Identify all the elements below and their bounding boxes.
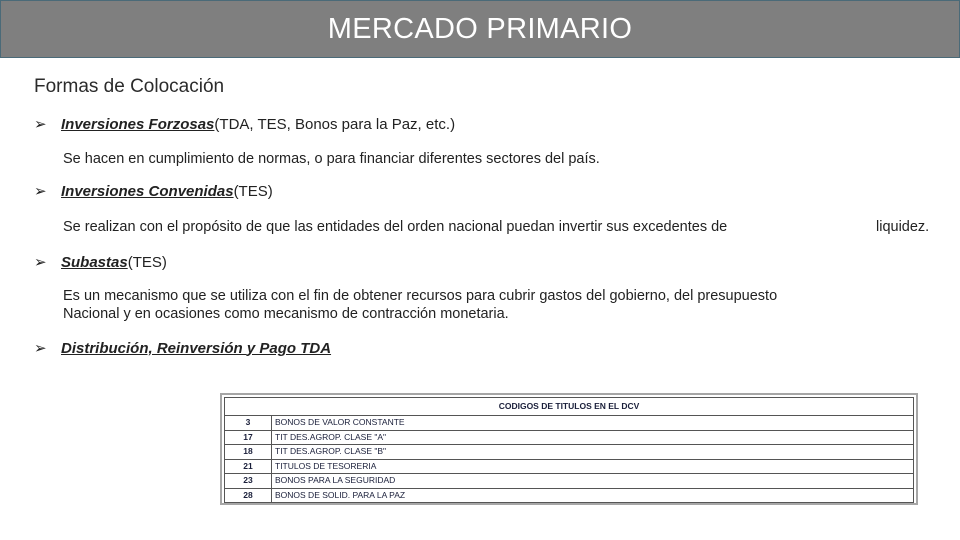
bullet-description-tail: liquidez. [876,219,930,235]
bullet-emphasis: Distribución, Reinversión y Pago TDA [61,339,332,357]
bullet-item-distribucion [34,339,331,357]
table-row [225,416,914,431]
table-row [225,474,914,489]
bullet-emphasis: Inversiones Forzosas [61,115,215,133]
dcv-codes-table [224,397,914,503]
table-cell-name: TIT DES.AGROP. CLASE "B" [272,445,914,460]
table-row [225,488,914,503]
bullet-rest: (TES) [127,253,167,271]
bullet-description: Es un mecanismo que se utiliza con el fin de obtener recursos para cubrir gastos del gobierno, del presupuesto [63,288,778,304]
table-cell-name: BONOS DE VALOR CONSTANTE [272,416,914,431]
bullet-description: Se hacen en cumplimiento de normas, o para financiar diferentes sectores del país. [63,151,600,167]
arrow-bullet-icon: ➢ [34,183,47,200]
table-cell-name: TIT DES.AGROP. CLASE "A" [272,430,914,445]
table-row [225,459,914,474]
table-row [225,430,914,445]
table-header: CODIGOS DE TITULOS EN EL DCV [225,398,914,416]
table-cell-code: 28 [225,488,272,503]
table-cell-code: 23 [225,474,272,489]
dcv-codes-table-frame [220,393,918,505]
bullet-rest: (TES) [233,182,273,200]
table-cell-name: TITULOS DE TESORERIA [272,459,914,474]
table-cell-code: 21 [225,459,272,474]
arrow-bullet-icon: ➢ [34,340,47,357]
title-bar [0,0,960,58]
bullet-item-convenidas [34,182,273,200]
section-subtitle: Formas de Colocación [34,76,225,97]
table-cell-name: BONOS DE SOLID. PARA LA PAZ [272,488,914,503]
bullet-emphasis: Subastas [61,253,128,271]
bullet-description-line2: Nacional y en ocasiones como mecanismo de contracción monetaria. [63,306,509,322]
bullet-item-forzosas [34,115,455,133]
table-cell-code: 18 [225,445,272,460]
bullet-item-subastas [34,253,167,271]
arrow-bullet-icon: ➢ [34,116,47,133]
bullet-description: Se realizan con el propósito de que las entidades del orden nacional puedan invertir sus excedentes de [63,219,728,235]
table-cell-code: 3 [225,416,272,431]
page-title: MERCADO PRIMARIO [327,12,633,45]
bullet-rest: (TDA, TES, Bonos para la Paz, etc.) [214,115,456,133]
table-row [225,445,914,460]
bullet-emphasis: Inversiones Convenidas [61,182,234,200]
table-cell-name: BONOS PARA LA SEGURIDAD [272,474,914,489]
arrow-bullet-icon: ➢ [34,254,47,271]
table-cell-code: 17 [225,430,272,445]
